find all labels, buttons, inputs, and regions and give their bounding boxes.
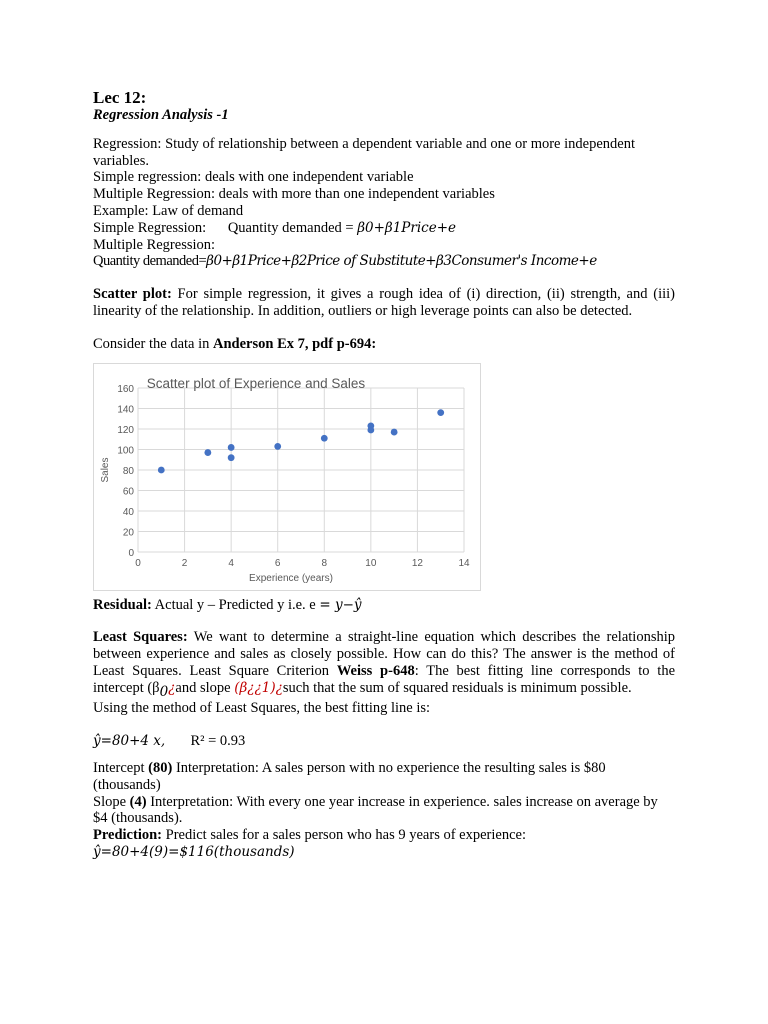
intercept-value: (80) [148,760,173,777]
lecture-title: Lec 12: [93,88,147,107]
residual-equation: = y−ŷ [319,596,362,613]
multiple-regression-def: Multiple Regression: deals with more than one independent variables [93,186,495,203]
x-tick-label: 10 [365,557,377,569]
scatter-chart [93,363,481,591]
residual-line [93,597,675,614]
y-tick-label: 160 [117,383,134,395]
example-line: Example: Law of demand [93,202,244,219]
fitted-line [93,733,675,750]
x-tick-label: 8 [321,557,328,569]
prediction-text: Predict sales for a sales person who has 9 years of experience: [165,827,526,844]
y-tick-label: 80 [122,465,134,477]
slope-text: Interpretation: With every one year increase in experience. sales increase on average by $4 (thousands). [93,793,658,827]
scatter-plot-label: Scatter plot: [93,286,172,303]
multiple-regression-equation: β0+β1Price+β2Price of Substitute+β3Consumer's Income+e [206,253,597,270]
y-tick-label: 0 [128,547,134,559]
x-tick-label: 6 [274,557,281,569]
y-axis-label: Sales [100,457,111,483]
y-tick-label: 60 [122,486,134,498]
consider-data-source: Anderson Ex 7, pdf p-694: [213,335,377,352]
scatter-plot-paragraph [93,286,675,320]
y-tick-label: 40 [122,506,134,518]
slope-value: (4) [129,793,147,810]
scatter-point [391,428,398,435]
x-tick-label: 12 [411,557,423,569]
x-tick-label: 0 [135,557,141,569]
prediction-equation-line [93,844,675,861]
residual-label: Residual: [93,596,152,613]
scatter-point [367,426,374,433]
chart-title: Scatter plot of Experience and Sales [146,375,366,391]
least-squares-label: Least Squares: [93,629,188,646]
quantity-demanded-label-2: Quantity demanded= [93,253,207,270]
fitted-equation: ŷ=80+4 x, [93,733,166,750]
simple-regression-equation-line [93,220,675,237]
scatter-point [228,444,235,451]
consider-data-line [93,336,675,353]
scatter-point [158,466,165,473]
least-squares-text-2: : The best fitting line corresponds to the intercept (β [93,662,676,696]
beta-zero-glyph: ¿ [168,679,176,696]
least-squares-text-4: such that the sum of squared residuals is minimum possible. [282,679,632,696]
intercept-text: Interpretation: A sales person with no experience the resulting sales is $80 (thousands) [93,760,606,793]
least-squares-text-1: We want to determine a straight-line equation which describes the relationship between experience and sales as closely possible. How can do this? The answer is the method of Least Squares. Least Square Criterion [93,629,675,679]
least-squares-using: Using the method of Least Squares, the best fitting line is: [93,700,431,717]
scatter-point [204,449,211,456]
prediction-equation: ŷ=80+4(9)=$116(thousands) [93,844,295,861]
slope-glyph: (β¿¿1)¿ [234,679,283,696]
x-tick-label: 14 [458,557,470,569]
scatter-plot-text: For simple regression, it gives a rough idea of (i) direction, (ii) strength, and (iii) linearity of the relationship. In addition, outliers or high leverage points can also be detected. [93,286,675,319]
scatter-point [228,454,235,461]
x-tick-label: 2 [181,557,188,569]
slope-paragraph [93,794,675,828]
scatter-point [437,409,444,416]
simple-regression-label: Simple Regression: [93,219,207,236]
quantity-demanded-label: Quantity demanded = [227,219,354,236]
document-body [93,88,675,861]
slope-label: Slope [93,793,127,810]
prediction-paragraph [93,827,675,844]
intercept-paragraph [93,760,675,794]
least-squares-text-3: and slope [175,679,231,696]
x-axis-label: Experience (years) [249,572,333,584]
regression-definition: Regression: Study of relationship between a dependent variable and one or more independent variables. [93,135,635,169]
y-tick-label: 20 [122,527,134,539]
multiple-regression-label: Multiple Regression: [93,236,216,253]
intercept-label: Intercept [93,760,145,777]
least-squares-paragraph [93,629,675,700]
residual-text: Actual y – Predicted y i.e. e [154,596,316,613]
y-tick-label: 120 [117,424,134,436]
lecture-subtitle: Regression Analysis -1 [93,107,229,123]
scatter-chart-svg [94,364,480,590]
scatter-point [321,434,328,441]
y-tick-label: 140 [117,404,134,416]
scatter-point [274,443,281,450]
simple-regression-def: Simple regression: deals with one independent variable [93,169,414,186]
x-tick-label: 4 [228,557,234,569]
least-squares-reference: Weiss p-648 [336,662,415,679]
consider-data-text: Consider the data in [93,335,210,352]
y-tick-label: 100 [117,445,134,457]
multiple-regression-equation-line [93,253,675,270]
r-squared: R² = 0.93 [190,733,246,750]
beta-zero-subscript: 0 [159,683,169,700]
simple-regression-equation: β0+β1Price+e [357,219,457,236]
prediction-label: Prediction: [93,827,162,844]
